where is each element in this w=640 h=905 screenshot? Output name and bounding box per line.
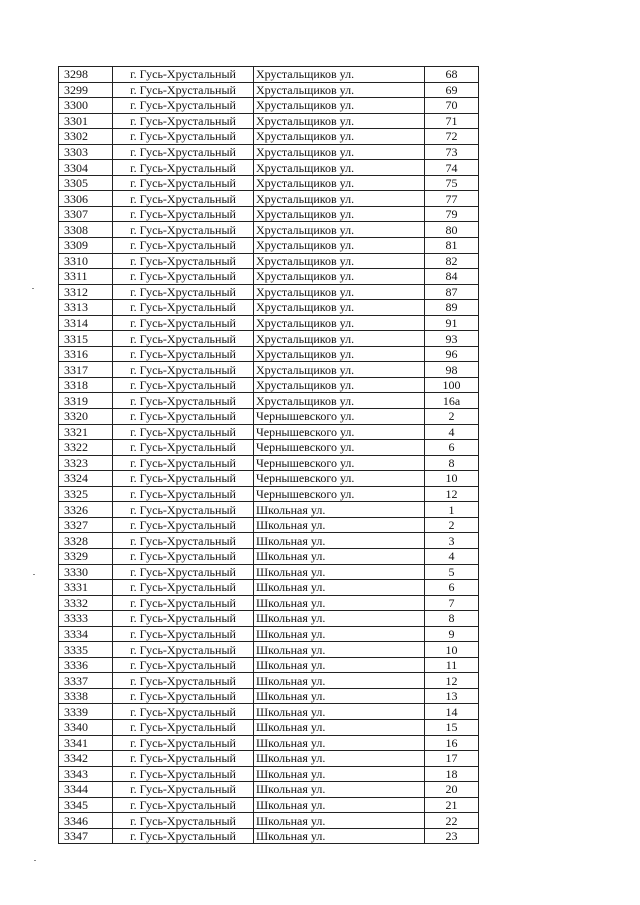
house-number-cell: 23 <box>425 828 479 844</box>
city-cell: г. Гусь-Хрустальный <box>113 611 254 627</box>
row-number-cell: 3326 <box>59 502 113 518</box>
table-row <box>59 782 479 798</box>
city-cell: г. Гусь-Хрустальный <box>113 642 254 658</box>
city-cell: г. Гусь-Хрустальный <box>113 82 254 98</box>
city-cell: г. Гусь-Хрустальный <box>113 657 254 673</box>
city-cell: г. Гусь-Хрустальный <box>113 626 254 642</box>
row-number-cell: 3301 <box>59 113 113 129</box>
scan-speck <box>34 860 36 861</box>
row-number-cell: 3309 <box>59 238 113 254</box>
street-cell: Хрустальщиков ул. <box>254 67 425 83</box>
row-number-cell: 3327 <box>59 517 113 533</box>
street-cell: Хрустальщиков ул. <box>254 144 425 160</box>
city-cell: г. Гусь-Хрустальный <box>113 67 254 83</box>
row-number-cell: 3321 <box>59 424 113 440</box>
street-cell: Хрустальщиков ул. <box>254 315 425 331</box>
house-number-cell: 79 <box>425 206 479 222</box>
street-cell: Школьная ул. <box>254 626 425 642</box>
row-number-cell: 3343 <box>59 766 113 782</box>
street-cell: Хрустальщиков ул. <box>254 191 425 207</box>
city-cell: г. Гусь-Хрустальный <box>113 113 254 129</box>
street-cell: Школьная ул. <box>254 735 425 751</box>
table-row <box>59 595 479 611</box>
row-number-cell: 3336 <box>59 657 113 673</box>
city-cell: г. Гусь-Хрустальный <box>113 719 254 735</box>
street-cell: Школьная ул. <box>254 782 425 798</box>
table-row <box>59 751 479 767</box>
house-number-cell: 69 <box>425 82 479 98</box>
table-row <box>59 673 479 689</box>
table-row <box>59 238 479 254</box>
street-cell: Хрустальщиков ул. <box>254 160 425 176</box>
city-cell: г. Гусь-Хрустальный <box>113 160 254 176</box>
table-row <box>59 98 479 114</box>
city-cell: г. Гусь-Хрустальный <box>113 129 254 145</box>
street-cell: Школьная ул. <box>254 751 425 767</box>
row-number-cell: 3317 <box>59 362 113 378</box>
table-row <box>59 129 479 145</box>
city-cell: г. Гусь-Хрустальный <box>113 346 254 362</box>
table-row <box>59 82 479 98</box>
house-number-cell: 7 <box>425 595 479 611</box>
table-row <box>59 222 479 238</box>
street-cell: Чернышевского ул. <box>254 440 425 456</box>
house-number-cell: 8 <box>425 455 479 471</box>
table-row <box>59 797 479 813</box>
row-number-cell: 3335 <box>59 642 113 658</box>
table-row <box>59 377 479 393</box>
house-number-cell: 74 <box>425 160 479 176</box>
street-cell: Школьная ул. <box>254 611 425 627</box>
street-cell: Хрустальщиков ул. <box>254 82 425 98</box>
street-cell: Хрустальщиков ул. <box>254 222 425 238</box>
row-number-cell: 3302 <box>59 129 113 145</box>
table-row <box>59 564 479 580</box>
table-row <box>59 688 479 704</box>
table-row <box>59 471 479 487</box>
row-number-cell: 3346 <box>59 813 113 829</box>
scan-speck <box>32 288 34 289</box>
street-cell: Хрустальщиков ул. <box>254 346 425 362</box>
table-row <box>59 548 479 564</box>
street-cell: Хрустальщиков ул. <box>254 253 425 269</box>
city-cell: г. Гусь-Хрустальный <box>113 331 254 347</box>
row-number-cell: 3318 <box>59 377 113 393</box>
city-cell: г. Гусь-Хрустальный <box>113 238 254 254</box>
house-number-cell: 13 <box>425 688 479 704</box>
street-cell: Чернышевского ул. <box>254 424 425 440</box>
house-number-cell: 70 <box>425 98 479 114</box>
table-row <box>59 440 479 456</box>
street-cell: Хрустальщиков ул. <box>254 300 425 316</box>
table-row <box>59 362 479 378</box>
house-number-cell: 77 <box>425 191 479 207</box>
city-cell: г. Гусь-Хрустальный <box>113 315 254 331</box>
house-number-cell: 6 <box>425 440 479 456</box>
street-cell: Школьная ул. <box>254 797 425 813</box>
city-cell: г. Гусь-Хрустальный <box>113 828 254 844</box>
table-row <box>59 626 479 642</box>
table-row <box>59 113 479 129</box>
row-number-cell: 3307 <box>59 206 113 222</box>
street-cell: Школьная ул. <box>254 517 425 533</box>
city-cell: г. Гусь-Хрустальный <box>113 564 254 580</box>
table-row <box>59 533 479 549</box>
city-cell: г. Гусь-Хрустальный <box>113 813 254 829</box>
row-number-cell: 3308 <box>59 222 113 238</box>
row-number-cell: 3316 <box>59 346 113 362</box>
city-cell: г. Гусь-Хрустальный <box>113 269 254 285</box>
street-cell: Чернышевского ул. <box>254 409 425 425</box>
street-cell: Хрустальщиков ул. <box>254 129 425 145</box>
row-number-cell: 3303 <box>59 144 113 160</box>
street-cell: Хрустальщиков ул. <box>254 238 425 254</box>
house-number-cell: 4 <box>425 424 479 440</box>
house-number-cell: 2 <box>425 409 479 425</box>
house-number-cell: 2 <box>425 517 479 533</box>
city-cell: г. Гусь-Хрустальный <box>113 424 254 440</box>
house-number-cell: 15 <box>425 719 479 735</box>
house-number-cell: 1 <box>425 502 479 518</box>
row-number-cell: 3333 <box>59 611 113 627</box>
row-number-cell: 3328 <box>59 533 113 549</box>
city-cell: г. Гусь-Хрустальный <box>113 580 254 596</box>
row-number-cell: 3322 <box>59 440 113 456</box>
city-cell: г. Гусь-Хрустальный <box>113 222 254 238</box>
house-number-cell: 8 <box>425 611 479 627</box>
row-number-cell: 3305 <box>59 175 113 191</box>
street-cell: Школьная ул. <box>254 657 425 673</box>
house-number-cell: 84 <box>425 269 479 285</box>
table-row <box>59 735 479 751</box>
street-cell: Школьная ул. <box>254 719 425 735</box>
house-number-cell: 16а <box>425 393 479 409</box>
street-cell: Хрустальщиков ул. <box>254 206 425 222</box>
house-number-cell: 16 <box>425 735 479 751</box>
table-row <box>59 719 479 735</box>
table-row <box>59 611 479 627</box>
table-row <box>59 486 479 502</box>
document-page <box>58 66 478 844</box>
street-cell: Школьная ул. <box>254 673 425 689</box>
house-number-cell: 12 <box>425 486 479 502</box>
house-number-cell: 73 <box>425 144 479 160</box>
table-row <box>59 409 479 425</box>
street-cell: Школьная ул. <box>254 533 425 549</box>
city-cell: г. Гусь-Хрустальный <box>113 175 254 191</box>
house-number-cell: 4 <box>425 548 479 564</box>
row-number-cell: 3337 <box>59 673 113 689</box>
address-table-body <box>59 67 479 844</box>
row-number-cell: 3329 <box>59 548 113 564</box>
house-number-cell: 89 <box>425 300 479 316</box>
house-number-cell: 75 <box>425 175 479 191</box>
city-cell: г. Гусь-Хрустальный <box>113 595 254 611</box>
house-number-cell: 10 <box>425 471 479 487</box>
house-number-cell: 3 <box>425 533 479 549</box>
row-number-cell: 3310 <box>59 253 113 269</box>
table-row <box>59 766 479 782</box>
city-cell: г. Гусь-Хрустальный <box>113 471 254 487</box>
city-cell: г. Гусь-Хрустальный <box>113 409 254 425</box>
city-cell: г. Гусь-Хрустальный <box>113 486 254 502</box>
house-number-cell: 93 <box>425 331 479 347</box>
city-cell: г. Гусь-Хрустальный <box>113 517 254 533</box>
table-row <box>59 300 479 316</box>
street-cell: Хрустальщиков ул. <box>254 113 425 129</box>
house-number-cell: 80 <box>425 222 479 238</box>
house-number-cell: 91 <box>425 315 479 331</box>
city-cell: г. Гусь-Хрустальный <box>113 393 254 409</box>
table-row <box>59 206 479 222</box>
table-row <box>59 424 479 440</box>
house-number-cell: 96 <box>425 346 479 362</box>
table-row <box>59 704 479 720</box>
table-row <box>59 315 479 331</box>
table-row <box>59 393 479 409</box>
city-cell: г. Гусь-Хрустальный <box>113 782 254 798</box>
city-cell: г. Гусь-Хрустальный <box>113 284 254 300</box>
table-row <box>59 657 479 673</box>
house-number-cell: 98 <box>425 362 479 378</box>
table-row <box>59 580 479 596</box>
city-cell: г. Гусь-Хрустальный <box>113 751 254 767</box>
street-cell: Хрустальщиков ул. <box>254 377 425 393</box>
table-row <box>59 67 479 83</box>
house-number-cell: 12 <box>425 673 479 689</box>
city-cell: г. Гусь-Хрустальный <box>113 548 254 564</box>
city-cell: г. Гусь-Хрустальный <box>113 766 254 782</box>
street-cell: Школьная ул. <box>254 828 425 844</box>
row-number-cell: 3304 <box>59 160 113 176</box>
city-cell: г. Гусь-Хрустальный <box>113 735 254 751</box>
table-row <box>59 502 479 518</box>
address-table <box>58 66 479 844</box>
city-cell: г. Гусь-Хрустальный <box>113 797 254 813</box>
row-number-cell: 3312 <box>59 284 113 300</box>
table-row <box>59 346 479 362</box>
house-number-cell: 81 <box>425 238 479 254</box>
city-cell: г. Гусь-Хрустальный <box>113 300 254 316</box>
row-number-cell: 3300 <box>59 98 113 114</box>
house-number-cell: 5 <box>425 564 479 580</box>
row-number-cell: 3331 <box>59 580 113 596</box>
house-number-cell: 9 <box>425 626 479 642</box>
house-number-cell: 18 <box>425 766 479 782</box>
house-number-cell: 10 <box>425 642 479 658</box>
house-number-cell: 87 <box>425 284 479 300</box>
street-cell: Школьная ул. <box>254 595 425 611</box>
house-number-cell: 6 <box>425 580 479 596</box>
row-number-cell: 3330 <box>59 564 113 580</box>
table-row <box>59 828 479 844</box>
house-number-cell: 72 <box>425 129 479 145</box>
street-cell: Хрустальщиков ул. <box>254 362 425 378</box>
street-cell: Хрустальщиков ул. <box>254 269 425 285</box>
city-cell: г. Гусь-Хрустальный <box>113 704 254 720</box>
row-number-cell: 3347 <box>59 828 113 844</box>
city-cell: г. Гусь-Хрустальный <box>113 362 254 378</box>
table-row <box>59 160 479 176</box>
row-number-cell: 3323 <box>59 455 113 471</box>
city-cell: г. Гусь-Хрустальный <box>113 440 254 456</box>
house-number-cell: 82 <box>425 253 479 269</box>
street-cell: Школьная ул. <box>254 642 425 658</box>
row-number-cell: 3306 <box>59 191 113 207</box>
street-cell: Школьная ул. <box>254 564 425 580</box>
house-number-cell: 100 <box>425 377 479 393</box>
city-cell: г. Гусь-Хрустальный <box>113 144 254 160</box>
row-number-cell: 3298 <box>59 67 113 83</box>
row-number-cell: 3339 <box>59 704 113 720</box>
city-cell: г. Гусь-Хрустальный <box>113 377 254 393</box>
city-cell: г. Гусь-Хрустальный <box>113 206 254 222</box>
street-cell: Хрустальщиков ул. <box>254 175 425 191</box>
house-number-cell: 14 <box>425 704 479 720</box>
row-number-cell: 3324 <box>59 471 113 487</box>
house-number-cell: 11 <box>425 657 479 673</box>
table-row <box>59 269 479 285</box>
house-number-cell: 68 <box>425 67 479 83</box>
street-cell: Чернышевского ул. <box>254 471 425 487</box>
row-number-cell: 3341 <box>59 735 113 751</box>
street-cell: Школьная ул. <box>254 688 425 704</box>
city-cell: г. Гусь-Хрустальный <box>113 533 254 549</box>
row-number-cell: 3314 <box>59 315 113 331</box>
table-row <box>59 191 479 207</box>
street-cell: Хрустальщиков ул. <box>254 331 425 347</box>
row-number-cell: 3320 <box>59 409 113 425</box>
street-cell: Хрустальщиков ул. <box>254 393 425 409</box>
house-number-cell: 21 <box>425 797 479 813</box>
table-row <box>59 284 479 300</box>
row-number-cell: 3313 <box>59 300 113 316</box>
row-number-cell: 3315 <box>59 331 113 347</box>
row-number-cell: 3334 <box>59 626 113 642</box>
house-number-cell: 22 <box>425 813 479 829</box>
house-number-cell: 17 <box>425 751 479 767</box>
table-row <box>59 642 479 658</box>
row-number-cell: 3325 <box>59 486 113 502</box>
street-cell: Школьная ул. <box>254 580 425 596</box>
city-cell: г. Гусь-Хрустальный <box>113 455 254 471</box>
street-cell: Школьная ул. <box>254 813 425 829</box>
table-row <box>59 175 479 191</box>
row-number-cell: 3319 <box>59 393 113 409</box>
row-number-cell: 3345 <box>59 797 113 813</box>
street-cell: Школьная ул. <box>254 548 425 564</box>
street-cell: Хрустальщиков ул. <box>254 98 425 114</box>
table-row <box>59 455 479 471</box>
street-cell: Школьная ул. <box>254 502 425 518</box>
row-number-cell: 3342 <box>59 751 113 767</box>
city-cell: г. Гусь-Хрустальный <box>113 253 254 269</box>
city-cell: г. Гусь-Хрустальный <box>113 191 254 207</box>
row-number-cell: 3338 <box>59 688 113 704</box>
street-cell: Чернышевского ул. <box>254 486 425 502</box>
table-row <box>59 517 479 533</box>
city-cell: г. Гусь-Хрустальный <box>113 673 254 689</box>
row-number-cell: 3344 <box>59 782 113 798</box>
row-number-cell: 3299 <box>59 82 113 98</box>
scan-speck <box>33 574 35 575</box>
table-row <box>59 331 479 347</box>
table-row <box>59 144 479 160</box>
city-cell: г. Гусь-Хрустальный <box>113 98 254 114</box>
street-cell: Чернышевского ул. <box>254 455 425 471</box>
row-number-cell: 3340 <box>59 719 113 735</box>
table-row <box>59 253 479 269</box>
row-number-cell: 3332 <box>59 595 113 611</box>
row-number-cell: 3311 <box>59 269 113 285</box>
house-number-cell: 71 <box>425 113 479 129</box>
table-row <box>59 813 479 829</box>
city-cell: г. Гусь-Хрустальный <box>113 688 254 704</box>
street-cell: Школьная ул. <box>254 704 425 720</box>
street-cell: Хрустальщиков ул. <box>254 284 425 300</box>
city-cell: г. Гусь-Хрустальный <box>113 502 254 518</box>
street-cell: Школьная ул. <box>254 766 425 782</box>
house-number-cell: 20 <box>425 782 479 798</box>
